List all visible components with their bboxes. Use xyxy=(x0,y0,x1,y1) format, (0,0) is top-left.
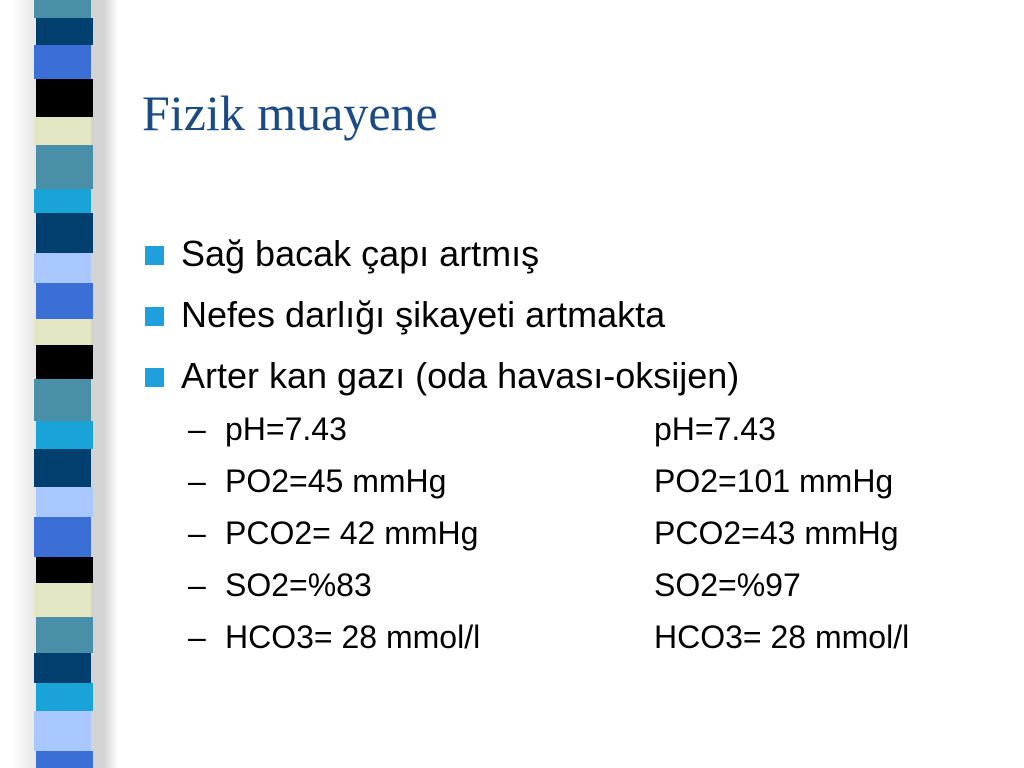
oxygen-value: PCO2=43 mmHg xyxy=(654,515,899,551)
dash-marker: – xyxy=(188,463,206,499)
stripe-band xyxy=(36,487,93,517)
bullet-text: Arter kan gazı (oda havası-oksijen) xyxy=(181,355,740,396)
stripe-band xyxy=(34,189,91,213)
bullet-text: Nefes darlığı şikayeti artmakta xyxy=(181,294,666,335)
dash-marker: – xyxy=(188,515,206,551)
dash-marker: – xyxy=(188,411,206,447)
dash-marker: – xyxy=(188,567,206,603)
square-bullet-icon xyxy=(145,368,164,387)
slide-title: Fizik muayene xyxy=(142,85,438,141)
stripe-band xyxy=(36,79,93,117)
stripe-band xyxy=(34,449,91,487)
stripe-band xyxy=(34,711,91,751)
sub-item-ph xyxy=(188,410,988,462)
bullet-text: Sağ bacak çapı artmış xyxy=(181,233,540,274)
stripe-band xyxy=(34,653,91,683)
room-air-value: PO2=45 mmHg xyxy=(225,463,447,499)
stripe-band xyxy=(34,253,91,283)
stripe-band xyxy=(34,517,91,557)
stripe-band xyxy=(34,379,91,421)
stripe-band xyxy=(36,145,93,189)
stripe-band xyxy=(34,319,91,345)
sub-item-pco2 xyxy=(188,514,988,566)
sub-item-po2 xyxy=(188,462,988,514)
stripe-band xyxy=(34,0,91,18)
stripe-band xyxy=(36,421,93,449)
stripe-band xyxy=(36,18,93,45)
sub-item-hco3 xyxy=(188,618,988,670)
decorative-stripe-column xyxy=(36,0,93,768)
stripe-band xyxy=(36,751,93,768)
oxygen-value: HCO3= 28 mmol/l xyxy=(654,619,910,655)
stripe-band xyxy=(36,213,93,253)
stripe-band xyxy=(36,683,93,711)
stripe-band xyxy=(36,283,93,319)
square-bullet-icon xyxy=(145,246,164,265)
oxygen-value: pH=7.43 xyxy=(654,411,776,447)
room-air-value: PCO2= 42 mmHg xyxy=(225,515,479,551)
stripe-band xyxy=(36,557,93,583)
room-air-value: HCO3= 28 mmol/l xyxy=(225,619,481,655)
square-bullet-icon xyxy=(145,307,164,326)
dash-marker: – xyxy=(188,619,206,655)
oxygen-value: PO2=101 mmHg xyxy=(654,463,894,499)
room-air-value: pH=7.43 xyxy=(225,411,347,447)
stripe-band xyxy=(36,617,93,653)
room-air-value: SO2=%83 xyxy=(225,567,372,603)
stripe-band xyxy=(34,117,91,145)
stripe-band xyxy=(34,583,91,617)
sub-item-so2 xyxy=(188,566,988,618)
stripe-band xyxy=(36,345,93,379)
stripe-band xyxy=(34,45,91,79)
blood-gas-sublist xyxy=(188,410,988,670)
oxygen-value: SO2=%97 xyxy=(654,567,801,603)
